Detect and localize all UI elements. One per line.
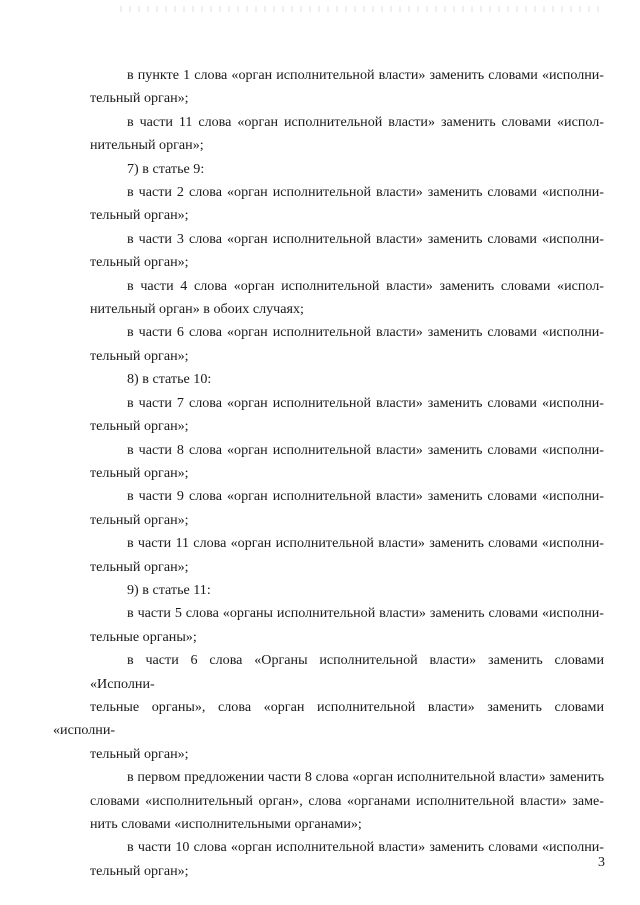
paragraph (90, 64, 604, 111)
text-line: в части 4 слова «орган исполнительной власти» заменить словами «испол- (127, 277, 604, 294)
paragraph (90, 766, 604, 836)
paragraph (90, 439, 604, 486)
text-line: в части 6 слова «орган исполнительной власти» заменить словами «исполни- (127, 324, 604, 341)
text-line: тельный орган»; (90, 558, 189, 575)
text-line: 8) в статье 10: (127, 371, 212, 388)
paragraph (90, 392, 604, 439)
text-line: нить словами «исполнительными органами»; (90, 816, 362, 832)
text-line: в части 9 слова «орган исполнительной власти» заменить словами «исполни- (127, 488, 604, 505)
text-line: тельный орган»; (90, 464, 189, 481)
text-line: тельный орган»; (90, 207, 189, 224)
text-line: в части 5 слова «органы исполнительной власти» заменить словами «исполни- (127, 605, 604, 622)
text-line: тельные органы», слова «орган исполнительной власти» заменить словами «исполни- (53, 698, 604, 739)
scan-artifact (120, 6, 600, 12)
text-line: в части 8 слова «орган исполнительной власти» заменить словами «исполни- (127, 441, 604, 458)
text-line: тельный орган»; (90, 511, 189, 528)
text-line: в части 11 слова «орган исполнительной власти» заменить словами «испол- (127, 113, 604, 130)
text-line: нительный орган» в обоих случаях; (90, 301, 304, 318)
text-line: тельный орган»; (90, 347, 189, 364)
text-line: в части 6 слова «Органы исполнительной власти» заменить словами «Исполни- (90, 652, 604, 692)
paragraph (90, 275, 604, 322)
paragraph (90, 532, 604, 579)
paragraph (90, 836, 604, 883)
text-line: нительный орган»; (90, 137, 204, 154)
text-line: тельные органы»; (90, 628, 197, 645)
text-line: 9) в статье 11: (127, 581, 211, 598)
text-line: в пункте 1 слова «орган исполнительной власти» заменить словами «исполни- (127, 67, 604, 83)
text-line: тельный орган»; (90, 745, 189, 762)
text-line: тельный орган»; (90, 254, 189, 271)
page-number: 3 (598, 855, 605, 870)
text-line: в части 10 слова «орган исполнительной власти» заменить словами «исполни- (127, 839, 604, 856)
text-line: тельный орган»; (90, 90, 189, 107)
paragraph (90, 228, 604, 275)
paragraph (90, 321, 604, 368)
text-line: тельный орган»; (90, 418, 189, 435)
text-line: в части 11 слова «орган исполнительной власти» заменить словами «исполни- (127, 535, 604, 552)
text-line: в части 7 слова «орган исполнительной власти» заменить словами «исполни- (127, 394, 604, 411)
text-line: 7) в статье 9: (127, 160, 205, 177)
text-line: словами «исполнительный орган», слова «органами исполнительной власти» заме- (90, 792, 604, 809)
document-body (53, 64, 604, 883)
paragraph (90, 579, 604, 602)
text-line: тельный орган»; (90, 862, 189, 879)
paragraph (90, 368, 604, 391)
paragraph (90, 111, 604, 158)
paragraph (90, 181, 604, 228)
paragraph (90, 602, 604, 649)
text-line: в первом предложении части 8 слова «орган исполнительной власти» заменить (127, 769, 604, 786)
paragraph (90, 158, 604, 181)
paragraph (90, 485, 604, 532)
paragraph (53, 649, 604, 766)
text-line: в части 3 слова «орган исполнительной власти» заменить словами «исполни- (127, 230, 604, 247)
text-line: в части 2 слова «орган исполнительной власти» заменить словами «исполни- (127, 184, 604, 201)
